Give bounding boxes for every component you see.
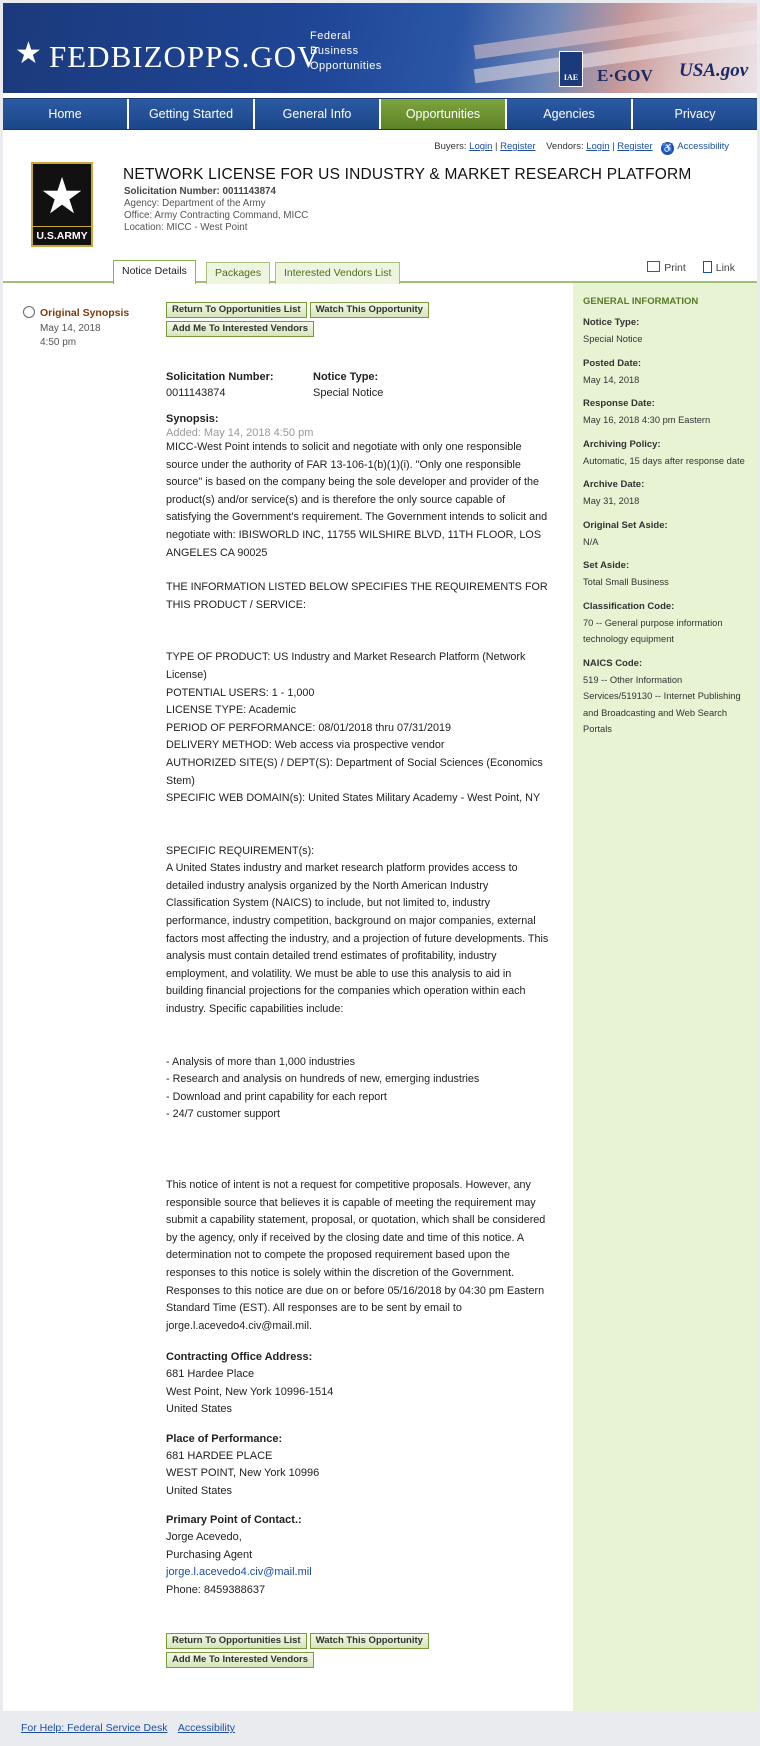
synopsis-paragraph: THE INFORMATION LISTED BELOW SPECIFIES THE REQUIREMENTS FOR THIS PRODUCT / SERVICE: bbox=[166, 581, 548, 611]
synopsis-paragraph: This notice of intent is not a request for competitive proposals. However, any responsible source that believes it is capable of meeting the requirement may submit a capability statement, proposal, or quotation, which shall be considered by the agency, only if received by the closing date and time of this notice. A determination not to compete the proposed requirement based upon the responses to this notice is solely within the discretion of the Government. Responses to this notice are due on or before 05/16/2018 by 04:30 pm Eastern Standard Time (EST). All responses are to be sent by email to jorge.l.acevedo4.civ@mail.mil. bbox=[166, 1179, 546, 1332]
info-label: Set Aside: bbox=[583, 560, 630, 571]
info-value: May 16, 2018 4:30 pm Eastern bbox=[583, 415, 711, 425]
original-synopsis-link[interactable]: Original Synopsis bbox=[40, 307, 130, 319]
info-value: 519 -- Other Information Services/519130 -- Internet Publishing and Broadcasting and Web Search Portals bbox=[583, 674, 741, 734]
nav-home[interactable]: Home bbox=[3, 99, 129, 129]
separator: | bbox=[612, 141, 615, 152]
main-nav bbox=[3, 98, 757, 130]
logo-subtitle bbox=[310, 29, 382, 74]
info-value: Total Small Business bbox=[583, 577, 669, 587]
address-line: United States bbox=[166, 1484, 233, 1497]
address-line: United States bbox=[166, 1403, 233, 1416]
page-tools bbox=[647, 261, 735, 274]
buyers-label: Buyers: bbox=[434, 141, 467, 152]
place-of-performance-section bbox=[166, 1433, 551, 1501]
synopsis-paragraph: MICC-West Point intends to solicit and negotiate with only one responsible source under the authority of FAR 13-106-1(b)(1)(i). "Only one responsible source" is based on the company being the sole developer and provider of the product(s) and/or service(s) and is therefore the only source capable of satisfying the Government's requirement. The Government intends to solicit and negotiate with: IBISWORLD INC, 11755 WILSHIRE BLVD, 11TH FLOOR, LOS ANGELES CA 90025 bbox=[166, 441, 548, 559]
info-value: Special Notice bbox=[583, 334, 643, 344]
army-badge-text: U.S.ARMY bbox=[33, 226, 91, 245]
federal-service-desk-link[interactable]: For Help: Federal Service Desk bbox=[21, 1722, 168, 1734]
contact-phone: Phone: 8459388637 bbox=[166, 1583, 266, 1596]
place-of-performance-label: Place of Performance: bbox=[166, 1432, 283, 1445]
address-line: 681 Hardee Place bbox=[166, 1368, 255, 1381]
logo-sub-line: Federal bbox=[310, 30, 351, 42]
notice-meta bbox=[124, 186, 308, 234]
info-label: Posted Date: bbox=[583, 357, 642, 369]
contracting-office-label: Contracting Office Address: bbox=[166, 1351, 313, 1364]
tab-notice-details[interactable]: Notice Details bbox=[113, 260, 196, 284]
notice-body bbox=[166, 302, 551, 1668]
link-link[interactable]: Link bbox=[715, 262, 735, 274]
synopsis-list: - Analysis of more than 1,000 industries - Research and analysis on hundreds of new, emerging industries - Download and print capability for each report - 24/7 customer support bbox=[166, 1055, 480, 1121]
nav-opportunities[interactable]: Opportunities bbox=[381, 99, 507, 129]
general-information-panel bbox=[573, 283, 757, 1711]
utility-links bbox=[434, 141, 729, 155]
info-label: Archiving Policy: bbox=[583, 438, 661, 450]
page bbox=[3, 3, 757, 1711]
army-logo bbox=[31, 162, 93, 247]
synopsis-time-value: 4:50 pm bbox=[40, 337, 77, 348]
synopsis-date bbox=[40, 322, 101, 350]
print-link[interactable]: Print bbox=[664, 262, 686, 274]
notice-type-value: Special Notice bbox=[313, 387, 384, 399]
synopsis-label: Synopsis: bbox=[166, 413, 219, 425]
info-label: NAICS Code: bbox=[583, 657, 643, 669]
info-label: Archive Date: bbox=[583, 479, 645, 490]
meta-agency: Agency: Department of the Army bbox=[124, 198, 266, 209]
info-label: Response Date: bbox=[583, 398, 655, 409]
site-logo[interactable]: FEDBIZOPPS.GOV bbox=[49, 39, 321, 74]
solicitation-row bbox=[166, 371, 551, 399]
add-interested-vendor-button[interactable]: Add Me To Interested Vendors bbox=[166, 1652, 314, 1668]
contracting-office-section bbox=[166, 1351, 551, 1419]
tab-interested-vendors[interactable]: Interested Vendors List bbox=[275, 262, 400, 284]
address-line: 681 HARDEE PLACE bbox=[166, 1449, 273, 1462]
page-footer bbox=[21, 1722, 243, 1734]
print-icon[interactable] bbox=[647, 261, 660, 272]
site-banner bbox=[3, 3, 757, 93]
vendors-label: Vendors: bbox=[546, 141, 584, 152]
meta-location: Location: MICC - West Point bbox=[124, 222, 248, 233]
synopsis-paragraph: TYPE OF PRODUCT: US Industry and Market Research Platform (Network License) POTENTIAL USERS: 1 - 1,000 LICENSE TYPE: Academic PERIOD OF PERFORMANCE: 08/01/2018 thru 07/31/2019 DELIVERY METHOD: Web access via prospective vendor AUTHORIZED SITE(S) / DEPT(S): Department of Social Sciences (Economics Stem) SPECIFIC WEB DOMAIN(s): United States Military Academy - West Point, NY bbox=[166, 651, 543, 805]
tab-packages[interactable]: Packages bbox=[206, 262, 270, 284]
egov-logo[interactable]: E·GOV bbox=[597, 66, 653, 85]
point-of-contact-section bbox=[166, 1514, 551, 1599]
meta-office: Office: Army Contracting Command, MICC bbox=[124, 210, 309, 221]
contact-title: Purchasing Agent bbox=[166, 1548, 253, 1561]
accessibility-icon[interactable]: ♿ bbox=[662, 143, 674, 153]
buyers-register-link[interactable]: Register bbox=[500, 141, 536, 152]
solicitation-number-label: Solicitation Number: bbox=[166, 371, 274, 383]
info-value: May 14, 2018 bbox=[583, 374, 640, 385]
info-value: N/A bbox=[583, 536, 599, 547]
vendors-login-link[interactable]: Login bbox=[586, 141, 610, 152]
page-title: NETWORK LICENSE FOR US INDUSTRY & MARKET RESEARCH PLATFORM bbox=[123, 166, 692, 183]
action-buttons-bottom bbox=[166, 1633, 446, 1668]
logo-sub-line: Opportunities bbox=[310, 60, 382, 72]
iae-logo[interactable]: IAE bbox=[559, 51, 583, 87]
info-value: Automatic, 15 days after response date bbox=[583, 455, 745, 466]
magnifier-icon bbox=[23, 306, 35, 318]
watch-opportunity-button[interactable]: Watch This Opportunity bbox=[310, 302, 429, 318]
info-label: Notice Type: bbox=[583, 317, 640, 328]
vendors-register-link[interactable]: Register bbox=[617, 141, 653, 152]
usagov-logo[interactable]: USA.gov bbox=[679, 60, 749, 81]
synopsis-paragraph: SPECIFIC REQUIREMENT(s): A United States industry and market research platform provides access to detailed industry analysis organized by the North American Industry Classification System (NAICS) to include, but not limited to, industry performance, industry competition, background on major companies, external factors most affecting the industry, and a projection of future developments. This analysis must contain detailed trend estimates of profitability, industry employment, and volatility. We must be able to use this analysis to aid in building financial projections for the companies which operation within each industry. Specific capabilities include: bbox=[166, 844, 549, 1016]
info-value: May 31, 2018 bbox=[583, 496, 640, 506]
logo-star-icon: ★ bbox=[15, 36, 42, 71]
nav-getting-started[interactable]: Getting Started bbox=[129, 99, 255, 129]
nav-privacy[interactable]: Privacy bbox=[633, 99, 757, 129]
notice-tabs bbox=[3, 257, 757, 283]
link-icon[interactable] bbox=[703, 261, 712, 273]
solicitation-number-value: 0011143874 bbox=[166, 387, 226, 399]
action-buttons-top bbox=[166, 302, 446, 337]
contact-email-link[interactable]: jorge.l.acevedo4.civ@mail.mil bbox=[166, 1566, 312, 1579]
footer-accessibility-link[interactable]: Accessibility bbox=[177, 1722, 235, 1734]
address-line: West Point, New York 10996-1514 bbox=[166, 1385, 334, 1398]
watch-opportunity-button[interactable]: Watch This Opportunity bbox=[310, 1633, 429, 1649]
added-date: Added: May 14, 2018 4:50 pm bbox=[166, 427, 314, 439]
address-line: WEST POINT, New York 10996 bbox=[166, 1467, 320, 1480]
nav-general-info[interactable]: General Info bbox=[255, 99, 381, 129]
contact-name: Jorge Acevedo, bbox=[166, 1531, 242, 1544]
return-to-list-button[interactable]: Return To Opportunities List bbox=[166, 302, 307, 318]
accessibility-link[interactable]: Accessibility bbox=[677, 141, 729, 152]
logo-sub-line: Business bbox=[310, 45, 359, 57]
army-star-icon: ★ bbox=[39, 167, 85, 225]
info-label: Classification Code: bbox=[583, 600, 675, 612]
separator: | bbox=[495, 141, 498, 152]
synopsis-date-value: May 14, 2018 bbox=[40, 323, 101, 334]
buyers-login-link[interactable]: Login bbox=[469, 141, 493, 152]
info-value: 70 -- General purpose information technology equipment bbox=[583, 617, 723, 644]
notice-type-label: Notice Type: bbox=[313, 371, 379, 383]
meta-solicitation: Solicitation Number: 0011143874 bbox=[124, 186, 276, 197]
info-label: Original Set Aside: bbox=[583, 519, 668, 531]
general-information-heading: GENERAL INFORMATION bbox=[583, 296, 699, 307]
return-to-list-button[interactable]: Return To Opportunities List bbox=[166, 1633, 307, 1649]
point-of-contact-label: Primary Point of Contact.: bbox=[166, 1514, 302, 1527]
nav-agencies[interactable]: Agencies bbox=[507, 99, 633, 129]
add-interested-vendor-button[interactable]: Add Me To Interested Vendors bbox=[166, 321, 314, 337]
